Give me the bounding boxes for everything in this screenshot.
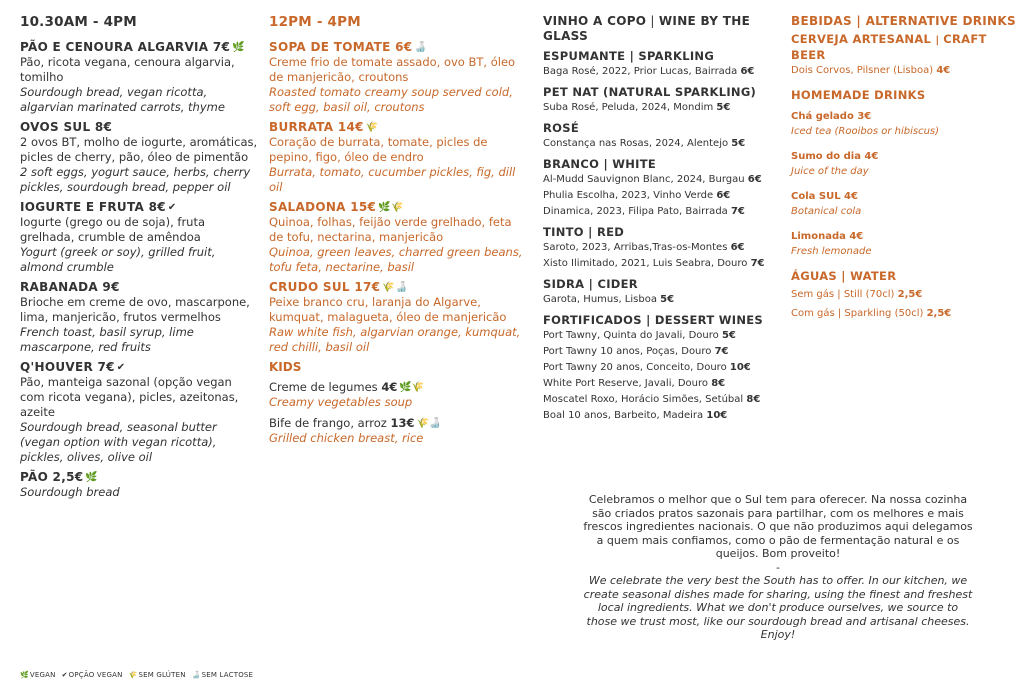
wine-section-heading: TINTO | RED: [543, 225, 625, 239]
menu-item-name: [269, 200, 524, 215]
menu-item-description-pt: Peixe branco cru, laranja do Algarve, kumquat, malagueta, óleo de manjericão: [269, 295, 507, 324]
homemade-items: [791, 109, 1021, 259]
wine-price: 7€: [714, 346, 729, 357]
wine-price: 5€: [731, 138, 746, 149]
breakfast-hours: 10.30AM - 4PM: [20, 14, 137, 30]
menu-item-title: BURRATA 14€: [269, 120, 364, 134]
homemade-drink-name: Sumo do dia 4€: [791, 151, 879, 162]
kids-items: [269, 380, 524, 446]
wine-heading-en: WINE BY THE GLASS: [543, 14, 751, 43]
wine-line: [543, 172, 783, 188]
wine-name: Xisto Ilimitado, 2021, Luis Seabra, Douro: [543, 258, 751, 269]
menu-item-description-en: Sourdough bread: [20, 485, 120, 499]
menu-item: [20, 360, 260, 465]
wine-name: Constança nas Rosas, 2024, Alentejo: [543, 138, 732, 149]
drinks-column: [791, 14, 1021, 325]
wine-name: Saroto, 2023, Arribas,Tras-os-Montes: [543, 242, 731, 253]
menu-item: [269, 120, 524, 195]
menu-item-description-en: Sourdough bread, seasonal butter (vegan option with vegan ricotta), pickles, olives, olive oil: [20, 420, 217, 464]
homemade-drink-name: Limonada 4€: [791, 231, 864, 242]
menu-item-title: Q'HOUVER 7€: [20, 360, 115, 374]
wine-section: [543, 49, 783, 80]
kids-item-title: Bife de frango, arroz: [269, 416, 387, 430]
wine-section-heading: SIDRA | CIDER: [543, 277, 638, 291]
wine-sections: [543, 49, 783, 424]
diet-icon: 🌿: [232, 42, 245, 53]
menu-item-name: [20, 360, 260, 375]
about-en: We celebrate the very best the South has to offer. In our kitchen, we create seasonal dishes made for sharing, using the finest and freshest local ingredients. What we don't produce ourselves, we source to those we trust most, like our sourdough bread and artisanal cheeses. Enjoy!: [583, 574, 973, 641]
water-name: Com gás | Sparkling (50cl): [791, 308, 927, 319]
homemade-drink: [791, 229, 1021, 259]
menu-item-description-pt: Iogurte (grego ou de soja), fruta grelhada, crumble de amêndoa: [20, 215, 206, 244]
wine-price: 5€: [721, 330, 736, 341]
menu-item-description-pt: 2 ovos BT, molho de iogurte, aromáticas, picles de cherry, pão, óleo de pimentão: [20, 135, 258, 164]
water-price: 2,5€: [926, 308, 952, 319]
menu-item: [20, 120, 260, 195]
menu-item-name: [269, 40, 524, 55]
diet-icon: 🌿🌾: [399, 382, 425, 393]
wine-line: [543, 240, 783, 256]
legend-icon: 🌿: [20, 671, 29, 679]
wine-line: [543, 64, 783, 80]
menu-item-description-en: French toast, basil syrup, lime mascarpone, red fruits: [20, 325, 194, 354]
wine-section-heading: FORTIFICADOS | DESSERT WINES: [543, 313, 763, 327]
kids-item-name: [269, 416, 524, 431]
menu-item-description-pt: Pão, ricota vegana, cenoura algarvia, tomilho: [20, 55, 235, 84]
wine-price: 5€: [716, 102, 731, 113]
craft-beer-line: [791, 63, 1021, 78]
diet-icon: ✔: [116, 362, 126, 373]
wine-line: [543, 292, 783, 308]
homemade-drink: [791, 109, 1021, 139]
wine-name: Port Tawny 10 anos, Poças, Douro: [543, 346, 715, 357]
diet-icon: 🌾: [365, 122, 379, 133]
craft-beer-price: 4€: [936, 65, 951, 76]
wine-line: [543, 136, 783, 152]
menu-item-description-pt: Creme frio de tomate assado, ovo BT, óleo de manjericão, croutons: [269, 55, 516, 84]
kids-menu-item: [269, 416, 524, 446]
wine-line: [543, 100, 783, 116]
wine-column: [543, 14, 783, 424]
wine-heading-pt: VINHO A COPO: [543, 14, 647, 28]
menu-item-description-en: Roasted tomato creamy soup served cold, soft egg, basil oil, croutons: [269, 85, 513, 114]
menu-item-name: [20, 40, 260, 55]
kids-item-name: [269, 380, 524, 395]
wine-name: Boal 10 anos, Barbeito, Madeira: [543, 410, 707, 421]
wine-name: Port Tawny, Quinta do Javali, Douro: [543, 330, 722, 341]
legend-label: SEM GLÚTEN: [138, 671, 186, 679]
wine-price: 10€: [706, 410, 728, 421]
menu-item-name: [20, 200, 260, 215]
homemade-drink-description-en: Fresh lemonade: [791, 246, 872, 257]
water-name: Sem gás | Still (70cl): [791, 289, 898, 300]
wine-price: 6€: [730, 242, 745, 253]
menu-item: [269, 280, 524, 355]
diet-icon: 🌾🍶: [382, 282, 408, 293]
menu-item-description-en: Burrata, tomato, cucumber pickles, fig, dill oil: [269, 165, 516, 194]
legend-icon: ✔: [61, 671, 68, 679]
menu-item-description-pt: Pão, manteiga sazonal (opção vegan com ricota vegana), picles, azeitonas, azeite: [20, 375, 239, 419]
wine-section: [543, 277, 783, 308]
craft-beer-heading-pt: CERVEJA ARTESANAL: [791, 32, 932, 46]
wine-line: [543, 256, 783, 272]
drinks-heading: BEBIDAS | ALTERNATIVE DRINKS: [791, 14, 1016, 28]
diet-icon: 🌿🌾: [378, 202, 404, 213]
wine-line: [543, 344, 783, 360]
wine-name: Port Tawny 20 anos, Conceito, Douro: [543, 362, 730, 373]
about-separator: -: [776, 560, 780, 574]
wine-section: [543, 85, 783, 116]
breakfast-column: [20, 14, 260, 505]
wine-price: 7€: [730, 206, 745, 217]
kids-item-title: Creme de legumes: [269, 380, 378, 394]
dietary-legend: [20, 671, 259, 679]
legend-label: VEGAN: [29, 671, 56, 679]
wine-section-heading: ROSÉ: [543, 121, 579, 135]
legend-entry: [192, 671, 254, 679]
wine-section: [543, 225, 783, 272]
wine-line: [543, 328, 783, 344]
breakfast-items: [20, 40, 260, 500]
wine-price: 6€: [740, 66, 755, 77]
water-line: [791, 287, 1021, 302]
wine-name: Phulia Escolha, 2023, Vinho Verde: [543, 190, 717, 201]
wine-section: [543, 157, 783, 220]
menu-item-title: PÃO E CENOURA ALGARVIA 7€: [20, 40, 231, 54]
lunch-items: [269, 40, 524, 355]
wine-line: [543, 188, 783, 204]
about-text: [583, 493, 973, 642]
legend-label: SEM LACTOSE: [201, 671, 254, 679]
menu-item-title: SALADONA 15€: [269, 200, 377, 214]
wine-line: [543, 376, 783, 392]
kids-item-description-en: Creamy vegetables soup: [269, 395, 413, 409]
homemade-drink-description-en: Iced tea (Rooibos or hibiscus): [791, 126, 940, 137]
wine-price: 8€: [711, 378, 726, 389]
wine-section-heading: PET NAT (NATURAL SPARKLING): [543, 85, 757, 99]
wine-line: [543, 392, 783, 408]
menu-item-title: RABANADA 9€: [20, 280, 120, 294]
homemade-drink-name: Cola SUL 4€: [791, 191, 858, 202]
menu-item-description-pt: Brioche em creme de ovo, mascarpone, lima, manjericão, frutos vermelhos: [20, 295, 250, 324]
menu-item-title: CRUDO SUL 17€: [269, 280, 381, 294]
kids-item-price: 13€: [390, 416, 415, 430]
kids-heading: KIDS: [269, 360, 302, 374]
wine-price: 5€: [660, 294, 675, 305]
menu-item: [20, 470, 260, 500]
homemade-drink-name: Chá gelado 3€: [791, 111, 872, 122]
diet-icon: ✔: [167, 202, 177, 213]
legend-entry: [62, 671, 123, 679]
wine-price: 6€: [716, 190, 731, 201]
homemade-drink: [791, 149, 1021, 179]
wine-price: 8€: [746, 394, 761, 405]
kids-menu-item: [269, 380, 524, 410]
wine-section-heading: ESPUMANTE | SPARKLING: [543, 49, 715, 63]
legend-entry: [129, 671, 186, 679]
wine-price: 7€: [750, 258, 765, 269]
diet-icon: 🌿: [85, 472, 99, 483]
menu-item-name: [269, 280, 524, 295]
wine-name: White Port Reserve, Javali, Douro: [543, 378, 712, 389]
legend-icon: 🍶: [191, 671, 201, 679]
menu-item: [20, 200, 260, 275]
menu-item-name: [20, 120, 260, 135]
homemade-drink: [791, 189, 1021, 219]
wine-name: Dinamica, 2023, Filipa Pato, Bairrada: [543, 206, 731, 217]
craft-beer-heading-en: CRAFT BEER: [791, 32, 987, 62]
menu-item: [20, 40, 260, 115]
wine-section: [543, 121, 783, 152]
heading-separator: |: [935, 35, 944, 46]
craft-beer-heading: [791, 32, 1021, 63]
about-pt: Celebramos o melhor que o Sul tem para oferecer. Na nossa cozinha são criados pratos sazonais para partilhar, com os melhores e mais frescos ingredientes nacionais. O que não produzimos aqui delegamos a quem mais confiamos, como o pão de fermentação natural e os queijos. Bom proveito!: [583, 493, 973, 560]
menu-item-description-en: Raw white fish, algarvian orange, kumquat, red chilli, basil oil: [269, 325, 521, 354]
water-line: [791, 306, 1021, 321]
wine-section: [543, 313, 783, 424]
legend-entry: [20, 671, 56, 679]
craft-beer-block: [791, 32, 1021, 78]
menu-item-name: [20, 280, 260, 295]
menu-item: [269, 40, 524, 115]
wine-heading: [543, 14, 783, 44]
kids-item-description-en: Grilled chicken breast, rice: [269, 431, 424, 445]
wine-name: Baga Rosé, 2022, Prior Lucas, Bairrada: [543, 66, 741, 77]
menu-item-description-en: 2 soft eggs, yogurt sauce, herbs, cherry pickles, sourdough bread, pepper oil: [20, 165, 251, 194]
wine-line: [543, 360, 783, 376]
menu-item: [269, 200, 524, 275]
heading-separator: |: [650, 14, 659, 28]
menu-item: [20, 280, 260, 355]
legend-label: OPÇÃO VEGAN: [68, 671, 123, 679]
wine-price: 10€: [729, 362, 751, 373]
wine-name: Suba Rosé, Peluda, 2024, Mondim: [543, 102, 717, 113]
menu-item-title: IOGURTE E FRUTA 8€: [20, 200, 166, 214]
menu-item-title: OVOS SUL 8€: [20, 120, 113, 134]
menu-item-description-en: Sourdough bread, vegan ricotta, algarvian marinated carrots, thyme: [20, 85, 225, 114]
lunch-hours: 12PM - 4PM: [269, 14, 361, 30]
homemade-drink-description-en: Botanical cola: [791, 206, 862, 217]
legend-icon: 🌾: [128, 671, 138, 679]
wine-section-heading: BRANCO | WHITE: [543, 157, 657, 171]
wine-line: [543, 408, 783, 424]
menu-item-name: [20, 470, 260, 485]
diet-icon: 🍶: [414, 42, 428, 53]
menu-item-description-pt: Quinoa, folhas, feijão verde grelhado, feta de tofu, nectarina, manjericão: [269, 215, 512, 244]
lunch-column: [269, 14, 524, 452]
wine-line: [543, 204, 783, 220]
menu-item-name: [269, 120, 524, 135]
homemade-heading: HOMEMADE DRINKS: [791, 88, 926, 102]
diet-icon: 🌾🍶: [416, 418, 442, 429]
kids-item-price: 4€: [381, 380, 398, 394]
menu-item-description-pt: Coração de burrata, tomate, picles de pepino, figo, óleo de endro: [269, 135, 488, 164]
water-items: [791, 287, 1021, 321]
menu-item-title: PÃO 2,5€: [20, 470, 84, 484]
wine-name: Al-Mudd Sauvignon Blanc, 2024, Burgau: [543, 174, 748, 185]
wine-price: 6€: [747, 174, 762, 185]
menu-item-title: SOPA DE TOMATE 6€: [269, 40, 413, 54]
wine-name: Garota, Humus, Lisboa: [543, 294, 661, 305]
water-heading: ÁGUAS | WATER: [791, 269, 897, 283]
water-price: 2,5€: [897, 289, 923, 300]
craft-beer-name: Dois Corvos, Pilsner (Lisboa): [791, 65, 934, 76]
wine-name: Moscatel Roxo, Horácio Simões, Setúbal: [543, 394, 747, 405]
homemade-drink-description-en: Juice of the day: [791, 166, 869, 177]
menu-item-description-en: Quinoa, green leaves, charred green beans, tofu feta, nectarine, basil: [269, 245, 523, 274]
menu-item-description-en: Yogurt (greek or soy), grilled fruit, almond crumble: [20, 245, 216, 274]
